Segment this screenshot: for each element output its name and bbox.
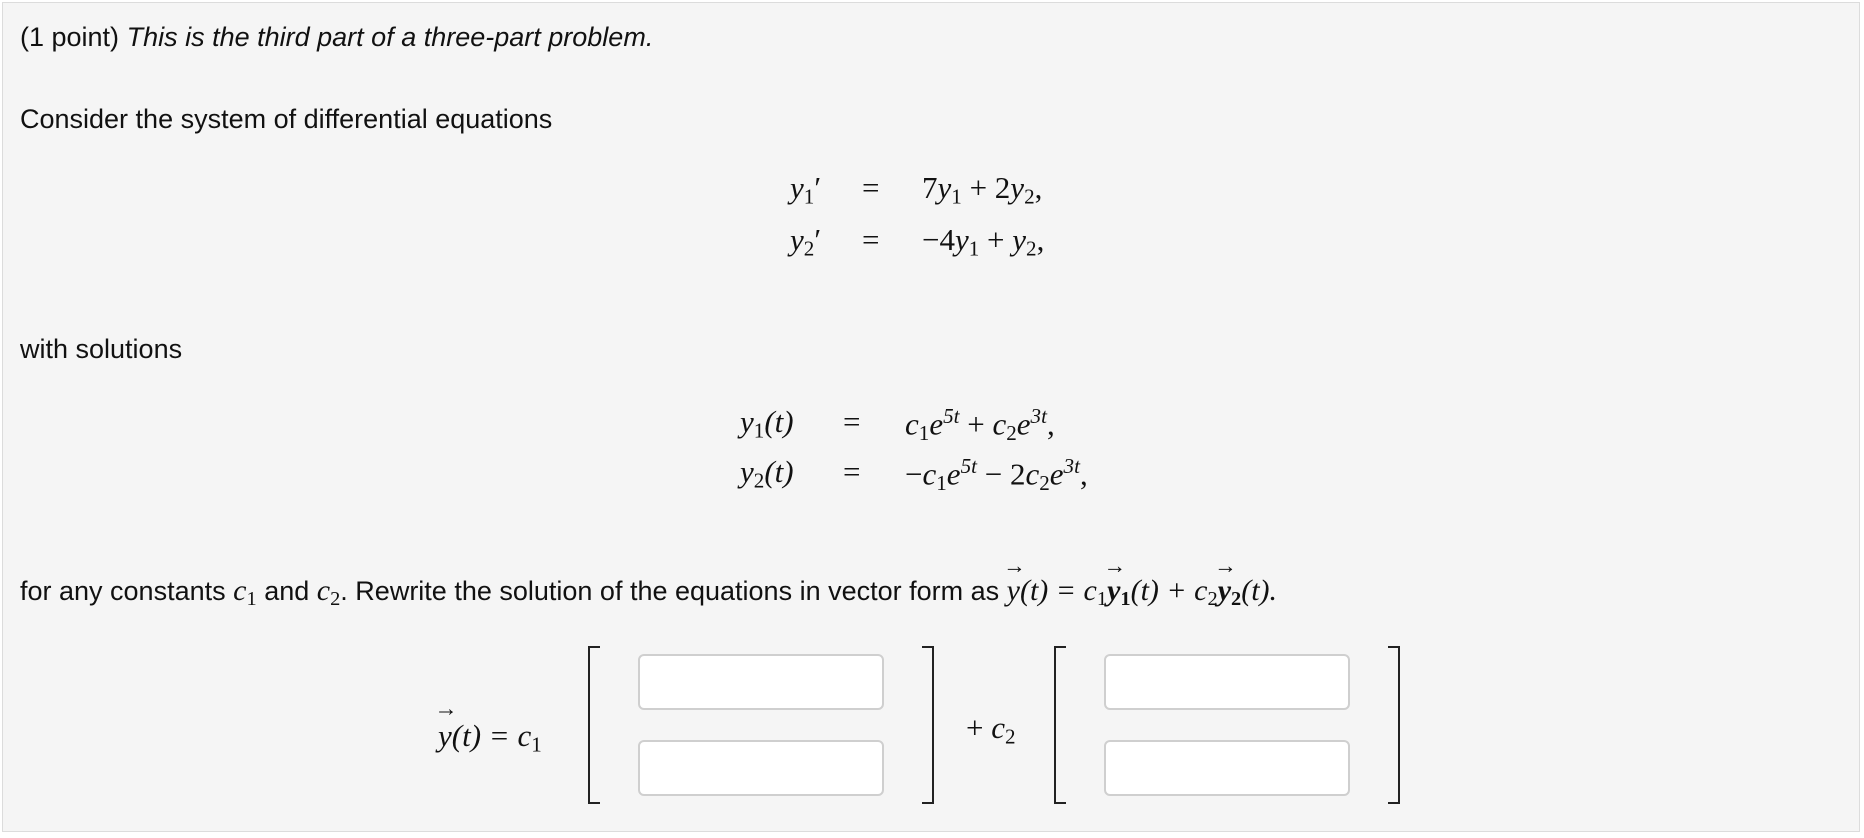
solution2-lhs: $y_2(t)$ bbox=[740, 454, 794, 493]
answer-lhs: → $y(t) = c_1$ bbox=[438, 718, 542, 757]
plus-c2: + $c_2$ bbox=[966, 710, 1016, 749]
vector1-bottom-input[interactable] bbox=[638, 740, 884, 796]
vector1-left-bracket bbox=[588, 646, 600, 804]
problem-title: This is the third part of a three-part problem. bbox=[126, 22, 654, 52]
const-c2: $c_2$ bbox=[316, 574, 341, 611]
system-eq1-lhs: $y_1'$ bbox=[790, 170, 822, 209]
point-label: (1 point) bbox=[20, 22, 120, 52]
vector1-top-input[interactable] bbox=[638, 654, 884, 710]
solution1-rhs: $c_1e^{5t} + c_2e^{3t}$, bbox=[905, 404, 1055, 445]
solution1-equals: = bbox=[843, 404, 861, 439]
solution1-lhs: $y_1(t)$ bbox=[740, 404, 794, 443]
solution2-rhs: $-c_1e^{5t} - 2c_2e^{3t}$, bbox=[905, 454, 1088, 495]
system-eq2-lhs: $y_2'$ bbox=[790, 222, 822, 261]
with-solutions-text: with solutions bbox=[20, 334, 183, 364]
vector-form-equation: → $y(t) = c_1\to y_1(t) + c_2\to y_2(t)$. bbox=[1007, 574, 1277, 607]
vector2-right-bracket bbox=[1388, 646, 1400, 804]
system-eq2-equals: = bbox=[862, 222, 880, 257]
solution2-equals: = bbox=[843, 454, 861, 489]
consider-text: Consider the system of differential equations bbox=[20, 104, 553, 134]
vector2-top-input[interactable] bbox=[1104, 654, 1350, 710]
system-eq1-equals: = bbox=[862, 170, 880, 205]
system-eq2-rhs: $-4y_1 + y_2$, bbox=[922, 222, 1045, 261]
vector2-bottom-input[interactable] bbox=[1104, 740, 1350, 796]
vector1-right-bracket bbox=[922, 646, 934, 804]
const-c1: $c_1$ bbox=[233, 574, 257, 611]
system-eq1-rhs: $7y_1 + 2y_2$, bbox=[922, 170, 1043, 209]
vector2-left-bracket bbox=[1054, 646, 1066, 804]
rewrite-sentence: for any constants $c_1$ and $c_2$. Rewrite the solution of the equations in vector form as → $y(t) = c_1\to y_1(t) + c_2\to y_2(t)$. bbox=[20, 574, 1277, 611]
problem-intro bbox=[20, 22, 653, 53]
